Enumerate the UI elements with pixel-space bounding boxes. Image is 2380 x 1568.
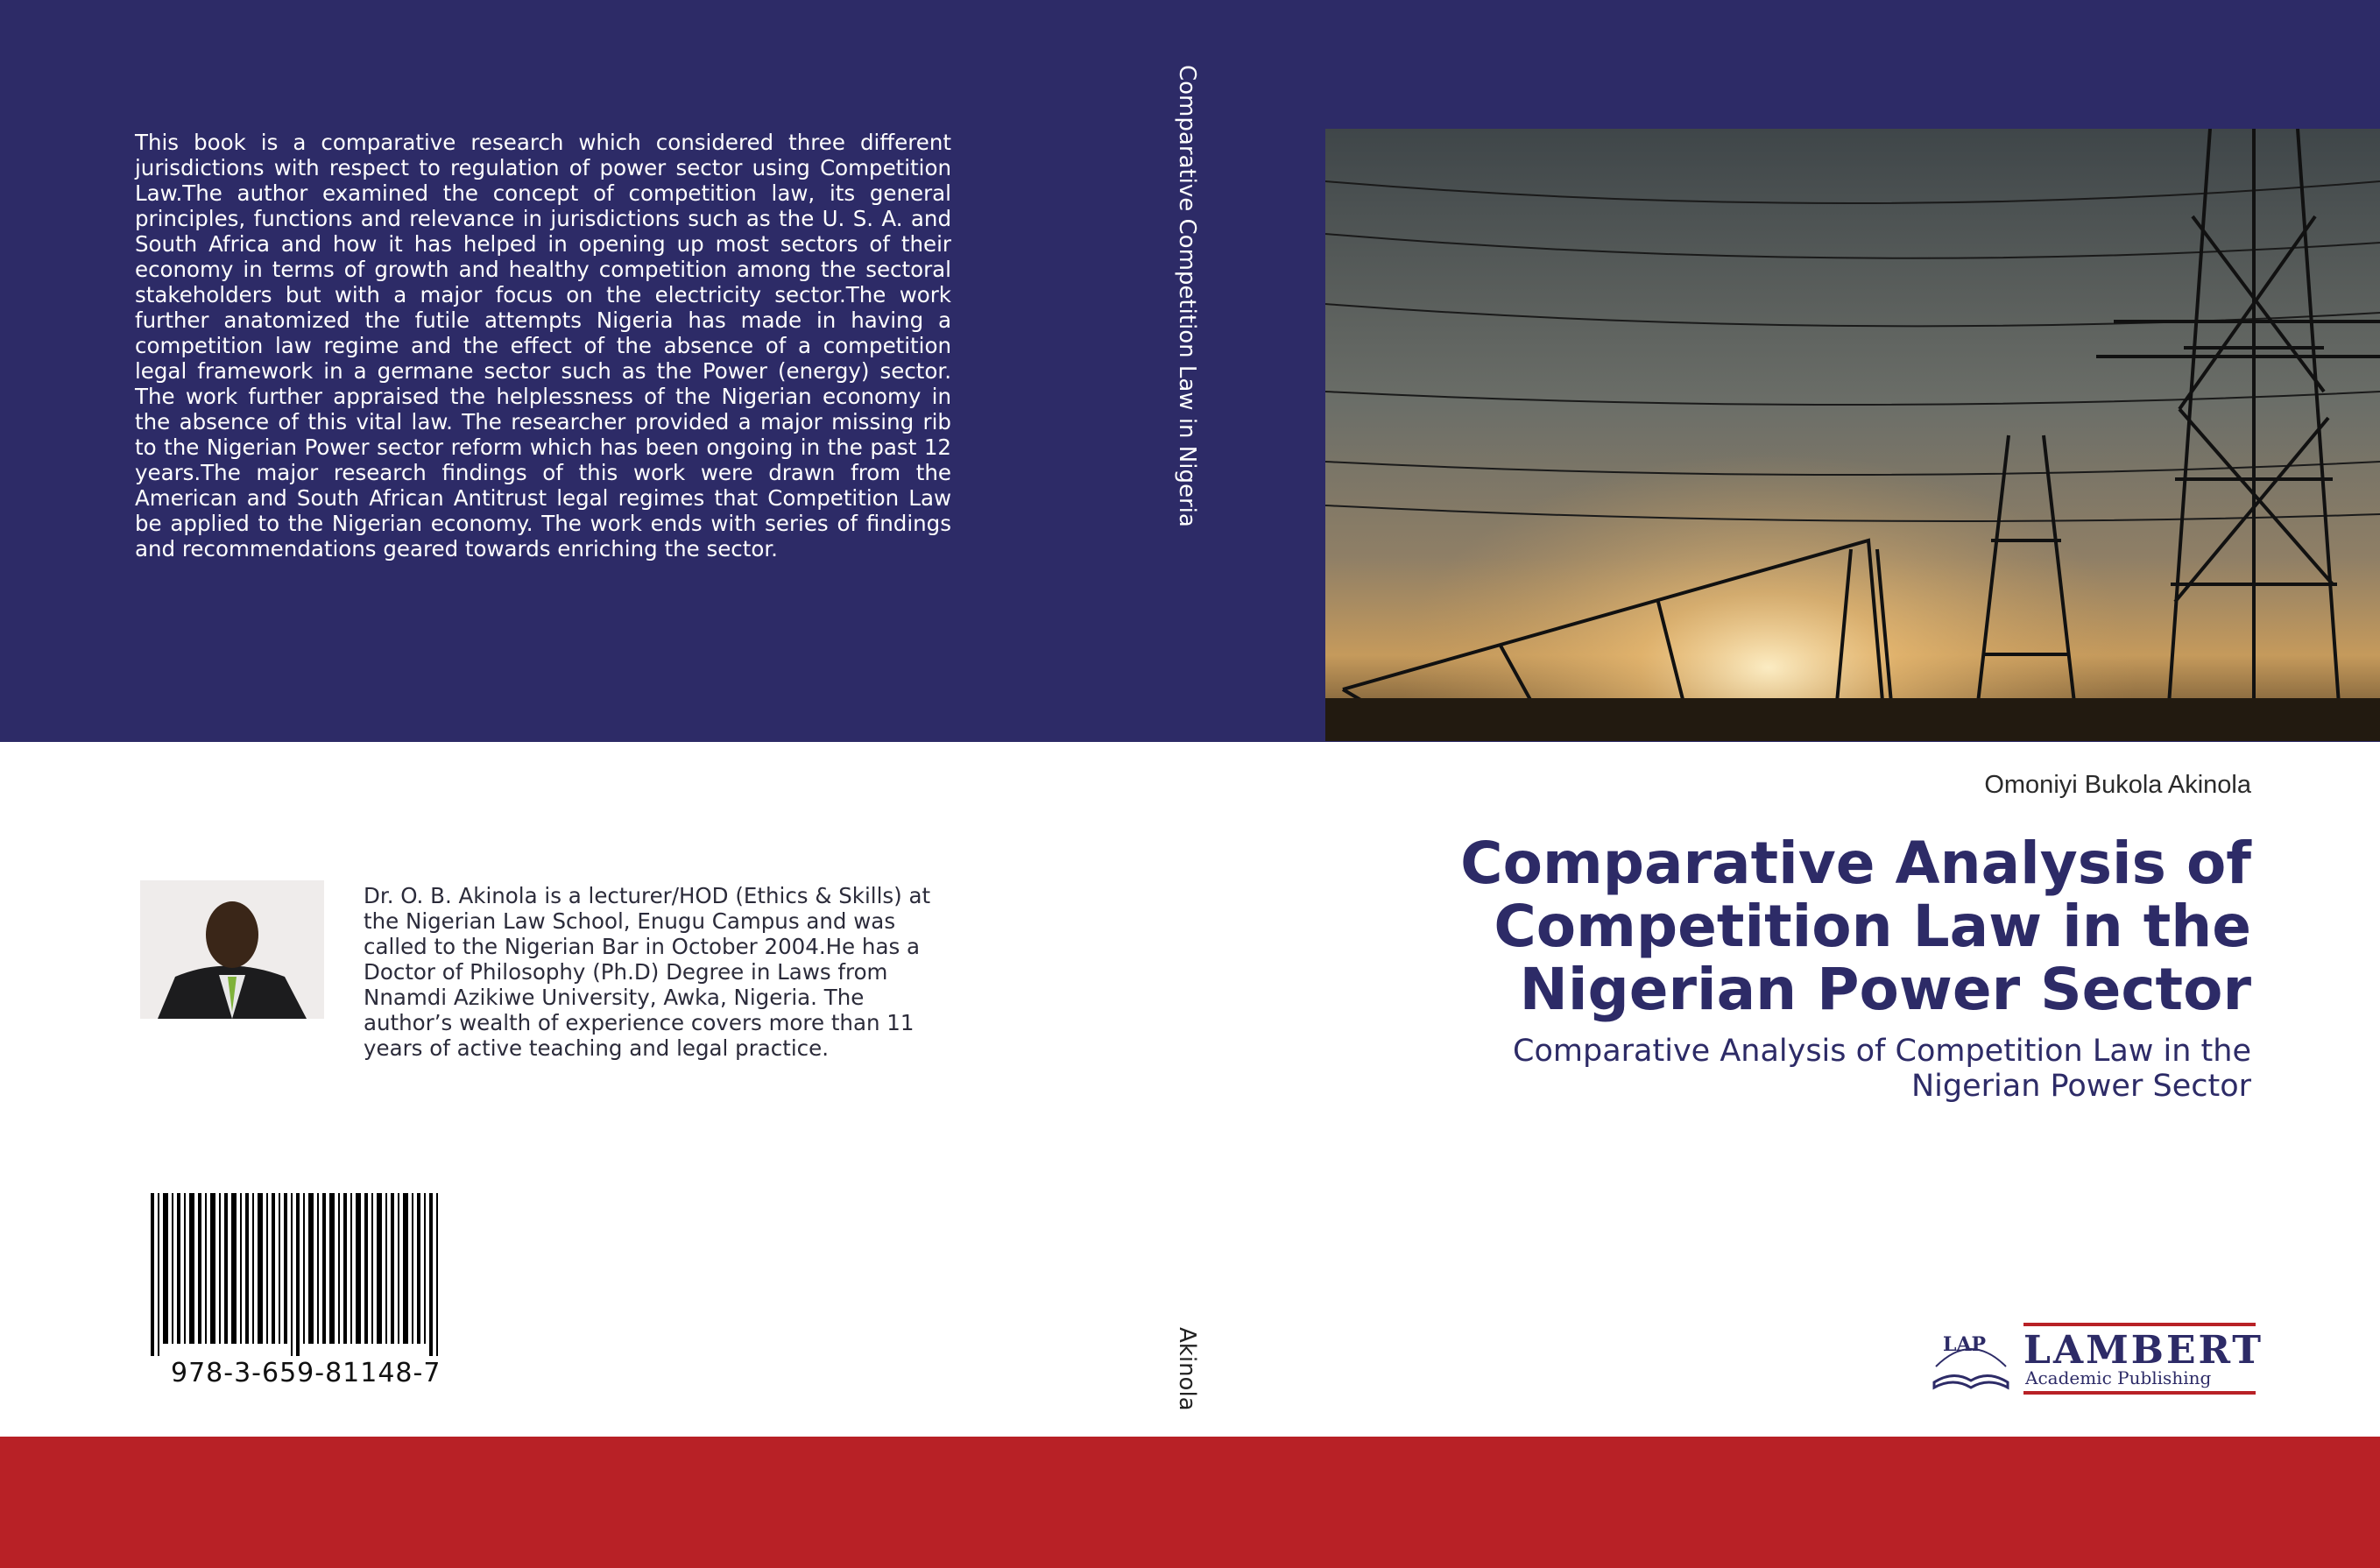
logo-badge: LAP xyxy=(1943,1333,1987,1356)
spine-title: Comparative Competition Law in Nigeria xyxy=(1174,65,1200,527)
spine-author: Akinola xyxy=(1174,1327,1200,1411)
publisher-logo xyxy=(1927,1314,2264,1402)
author-bio: Dr. O. B. Akinola is a lecturer/HOD (Ethics & Skills) at the Nigerian Law School, Enugu Campus and was called to the Nigerian Bar in October 2004.He has a Doctor of Philosophy (Ph.D) Degree in Laws from Nnamdi Azikiwe University, Awka, Nigeria. The author’s wealth of experience covers more than 11 years of active teaching and legal practice. xyxy=(364,883,931,1061)
red-footer-band xyxy=(0,1437,2380,1568)
isbn-barcode xyxy=(149,1193,447,1356)
logo-name: LAMBERT xyxy=(2023,1328,2264,1373)
book-subtitle: Comparative Analysis of Competition Law in the Nigerian Power Sector xyxy=(1513,1034,2251,1104)
author-photo xyxy=(140,880,324,1019)
open-book-icon xyxy=(1934,1375,2008,1388)
cover-photo-power-lines xyxy=(1325,129,2380,741)
book-title: Comparative Analysis of Competition Law in the Nigerian Power Sector xyxy=(1460,830,2251,1023)
back-cover-blurb: This book is a comparative research which considered three different jurisdictions with respect to regulation of power sector using Competition Law.The author examined the concept of competition law, its general principles, functions and relevance in jurisdictions such as the U. S. A. and South Africa and how it has helped in opening up most sectors of their economy in terms of growth and healthy competition among the sectoral stakeholders but with a major focus on the electricity sector.The work further anatomized the futile attempts Nigeria has made in having a competition law regime and the effect of the absence of a competition legal framework in a germane sector such as the Power (energy) sector. The work further appraised the helplessness of the Nigerian economy in the absence of this vital law. The researcher provided a major missing rib to the Nigerian Power sector reform which has been ongoing in the past 12 years.The major research findings of this work were drawn from the American and South African Antitrust legal regimes that Competition Law be applied to the Nigerian economy. The work ends with series of findings and recommendations geared towards enriching the sector. xyxy=(135,130,951,562)
front-cover-author: Omoniyi Bukola Akinola xyxy=(1984,771,2251,799)
isbn-number: 978-3-659-81148-7 xyxy=(171,1358,441,1388)
logo-tagline: Academic Publishing xyxy=(2025,1367,2212,1388)
